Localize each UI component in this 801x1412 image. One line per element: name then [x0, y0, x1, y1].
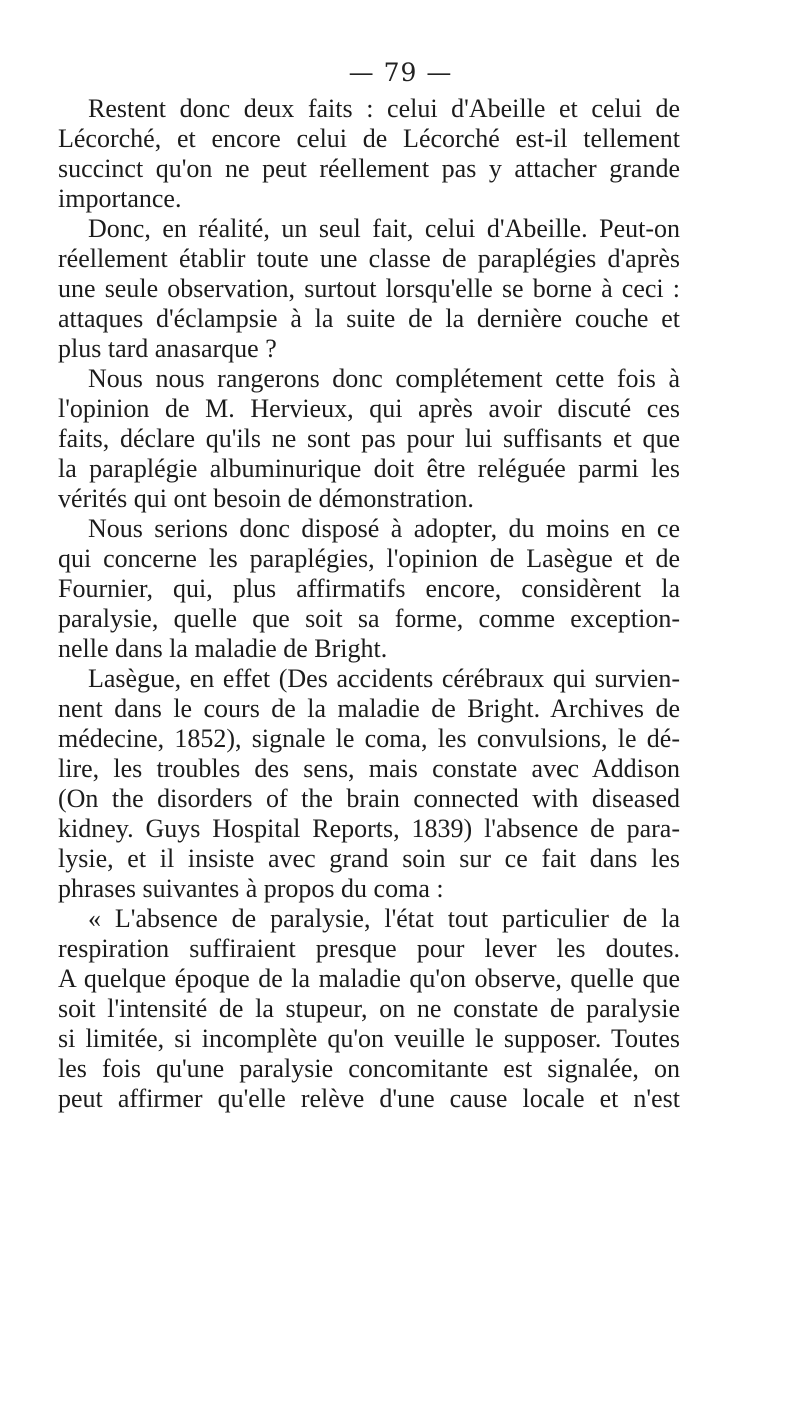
text-line: importance.	[58, 184, 182, 213]
text-line: faits, déclare qu'ils ne sont pas pour lui suffisants et que	[58, 424, 680, 453]
text-line: succinct qu'on ne peut réellement pas y attacher grande	[58, 154, 680, 183]
text-line: les fois qu'une paralysie concomitante est signalée, on	[58, 1054, 680, 1083]
text-line: nelle dans la maladie de Bright.	[58, 634, 388, 663]
text-line: respiration suffiraient presque pour lever les doutes.	[58, 934, 680, 963]
text-line: attaques d'éclampsie à la suite de la dernière couche et	[58, 304, 680, 333]
text-line: Fournier, qui, plus affirmatifs encore, considèrent la	[58, 574, 680, 603]
text-line: Lécorché, et encore celui de Lécorché est-il tellement	[58, 124, 680, 153]
text-line: Restent donc deux faits : celui d'Abeille et celui de	[88, 94, 680, 123]
text-line: qui concerne les paraplégies, l'opinion de Lasègue et de	[58, 544, 680, 573]
text-line: phrases suivantes à propos du coma :	[58, 874, 444, 903]
text-line: peut affirmer qu'elle relève d'une cause locale et n'est	[58, 1084, 680, 1113]
text-line: « L'absence de paralysie, l'état tout particulier de la	[88, 904, 680, 933]
text-line: vérités qui ont besoin de démonstration.	[58, 484, 474, 513]
text-line: soit l'intensité de la stupeur, on ne constate de paralysie	[58, 994, 680, 1023]
text-line: paralysie, quelle que soit sa forme, comme exception-	[58, 604, 680, 633]
text-line: une seule observation, surtout lorsqu'elle se borne à ceci :	[58, 274, 680, 303]
text-line: (On the disorders of the brain connected with diseased	[58, 784, 680, 813]
text-line: Lasègue, en effet (Des accidents cérébraux qui survien-	[88, 664, 680, 693]
text-line: lire, les troubles des sens, mais constate avec Addison	[58, 754, 680, 783]
page-number: — 79 —	[348, 58, 453, 87]
text-line: réellement établir toute une classe de paraplégies d'après	[58, 244, 680, 273]
text-line: nent dans le cours de la maladie de Bright. Archives de	[58, 694, 680, 723]
text-line: Nous nous rangerons donc complétement cette fois à	[88, 364, 680, 393]
text-line: si limitée, si incomplète qu'on veuille le supposer. Toutes	[58, 1024, 680, 1053]
text-line: Donc, en réalité, un seul fait, celui d'Abeille. Peut-on	[88, 214, 680, 243]
text-line: l'opinion de M. Hervieux, qui après avoir discuté ces	[58, 394, 680, 423]
text-line: plus tard anasarque ?	[58, 334, 277, 363]
body-text	[58, 94, 680, 1114]
text-line: Nous serions donc disposé à adopter, du moins en ce	[88, 514, 680, 543]
text-line: kidney. Guys Hospital Reports, 1839) l'absence de para-	[58, 814, 680, 843]
text-line: la paraplégie albuminurique doit être reléguée parmi les	[58, 454, 680, 483]
text-line: médecine, 1852), signale le coma, les convulsions, le dé-	[58, 724, 680, 753]
text-line: lysie, et il insiste avec grand soin sur ce fait dans les	[58, 844, 680, 873]
text-line: A quelque époque de la maladie qu'on observe, quelle que	[58, 964, 680, 993]
